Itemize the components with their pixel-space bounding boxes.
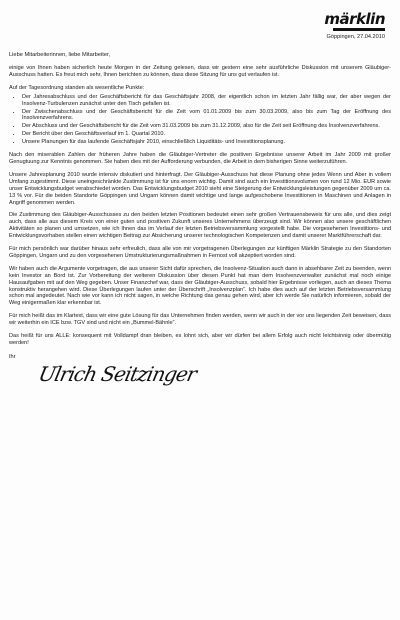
body-paragraph: Für mich persönlich war darüber hinaus sehr erfreulich, dass alle von mir vorgetragenen Überlegungen zur künftigen Märklin Strategie zu den Standorten Göppingen, Ungarn und zu den vorgesehenen Umstrukturierungsmaßnahmen in Fernost voll akzeptiert worden sind. (9, 246, 391, 259)
letter-date: Göppingen, 27.04.2010 (326, 34, 385, 40)
company-logo: märklin (324, 10, 385, 28)
salutation: Liebe Mitarbeiterinnen, liebe Mitarbeiter, (9, 52, 111, 58)
agenda-item: • Der Bericht über den Geschäftsverlauf im 1. Quartal 2010. (22, 131, 391, 138)
body-paragraph: Wir haben auch die Argumente vorgetragen, die aus unserer Sicht dafür sprechen, die Insolvenz-Situation auch dann in absehbarer Zeit zu beenden, wenn kein Investor an Bord ist. Zur Vorbereitung der weiteren Diskussion über diesen Punkt hat man dem Insolvenzverwalter zunächst mal noch einige Hausaufgaben mit auf den Weg gegeben. Unser Finanzchef war, dass der Gläubiger-Ausschuss, sobald hier Ergebnisse vorliegen, auch an dieses Thema konstruktiv herangehen wird. Diese Überlegungen laufen unter der Überschrift „Insolvenzplan“. Ich habe dies auch auf der letzten Betriebsversammlung schon mal angedeutet. Nach wie vor kann ich nicht sagen, in welche Richtung das genau gehen wird, aber ich werde Sie natürlich informieren, sobald der Weg einigermaßen klar erkennbar ist. (9, 265, 391, 307)
handwritten-signature: Ulrich Seitzinger (36, 361, 199, 386)
agenda-heading: Auf der Tagesordnung standen als wesentliche Punkte: (9, 84, 145, 91)
agenda-item: • Der Jahresabschluss und der Geschäftsbericht für das Geschäftsjahr 2008, der eigentlich schon im letzten Jahr fällig war, der aber wegen der Insolvenz-Turbulenzen zunächst unter den Tisch gefallen ist. (22, 94, 391, 108)
body-paragraph: Unsere Jahresplanung 2010 wurde intensiv diskutiert und hinterfragt. Der Gläubiger-Ausschuss hat diese Planung ohne jedes Wenn und Aber in vollem Umfang zugestimmt. Diese uneingeschränkte Zustimmung ist für uns enorm wichtig. Damit sind auch ein Investitionsvolumen von rund 12 Mio. EUR sowie unser Entwicklungsbudget verabschiedet worden. Das Entwicklungsbudget 2010 sieht eine Steigerung der Entwicklungsleistungen gegenüber 2009 um ca. 13 % vor. Für die beiden Standorte Göppingen und Ungarn können damit wichtige und lange aufgeschobene Investitionen in Maschinen und Anlagen in Angriff genommen werden. (9, 171, 391, 206)
body-paragraph: Das heißt für uns ALLE: konsequent mit Volldampf dran bleiben, es lohnt sich, aber wir dürfen bei allem Erfolg auch nicht leichtsinnig oder übermütig werden! (9, 333, 391, 346)
agenda-item: • Unsere Planungen für das laufende Geschäftsjahr 2010, einschließlich Liquiditäts- und Investitionsplanung. (22, 139, 391, 146)
closing: Ihr (9, 353, 16, 360)
body-paragraph: Für mich heißt das im Klartext, dass wir eine gute Lösung für das Unternehmen finden werden, wenn wir auch in der vor uns liegenden Zeit beweisen, dass wir weiterhin ein ICE bzw. TGV sind und nicht ein „Bummel-Bähnle“. (9, 313, 391, 327)
logo-underline (333, 28, 385, 31)
agenda-item: • Der Zwischenabschluss und der Geschäftsbericht für die Zeit vom 01.01.2009 bis zum 30.03.2009, also bis zum Tag der Eröffnung des Insolvenzverfahrens. (22, 109, 391, 123)
intro-paragraph: einige von Ihnen haben sicherlich heute Morgen in der Zeitung gelesen, dass wir gestern eine sehr ausführliche Diskussion mit unserem Gläubiger-Ausschuss hatten. Es freut mich sehr, Ihnen berichten zu können, dass diese Sitzung für uns gut verlaufen ist. (9, 65, 391, 78)
agenda-list (9, 94, 391, 146)
agenda-item: • Der Abschluss und der Geschäftsbericht für die Zeit vom 31.03.2009 bis zum 31.12.2009, also für die Zeit seit Eröffnung des Insolvenzverfahrens. (22, 123, 391, 130)
body-paragraph: Nach den miserablen Zahlen der früheren Jahre haben die Gläubiger-Vertreter die positiven Ergebnisse unserer Arbeit im Jahr 2009 mit großer Genugtuung zur Kenntnis genommen. Sie haben dies mit der Aufforderung verbunden, die Arbeit in dem bisherigen Sinne weiterzuführen. (9, 152, 391, 165)
body-paragraph: Die Zustimmung des Gläubiger-Ausschusses zu den beiden letzten Positionen bedeutet einen sehr großen Vertrauensbeweis für uns alle, und dies zeigt auch, dass alle aus diesem Kreis von einer guten und positiven Zukunft unseres Unternehmens überzeugt sind. Wir können also unsere geschäftlichen Aktivitäten so planen und umsetzen, wie ich Ihnen das im Verlauf der letzten Betriebsversammlung vorgestellt habe. Die vorgesehenen Investitions- und Entwicklungsvorhaben stellen einen wichtigen Beitrag zur Absicherung unserer technologischen Kompetenzen und damit unserer Marktführerschaft dar. (9, 212, 391, 240)
letterhead (9, 6, 391, 36)
